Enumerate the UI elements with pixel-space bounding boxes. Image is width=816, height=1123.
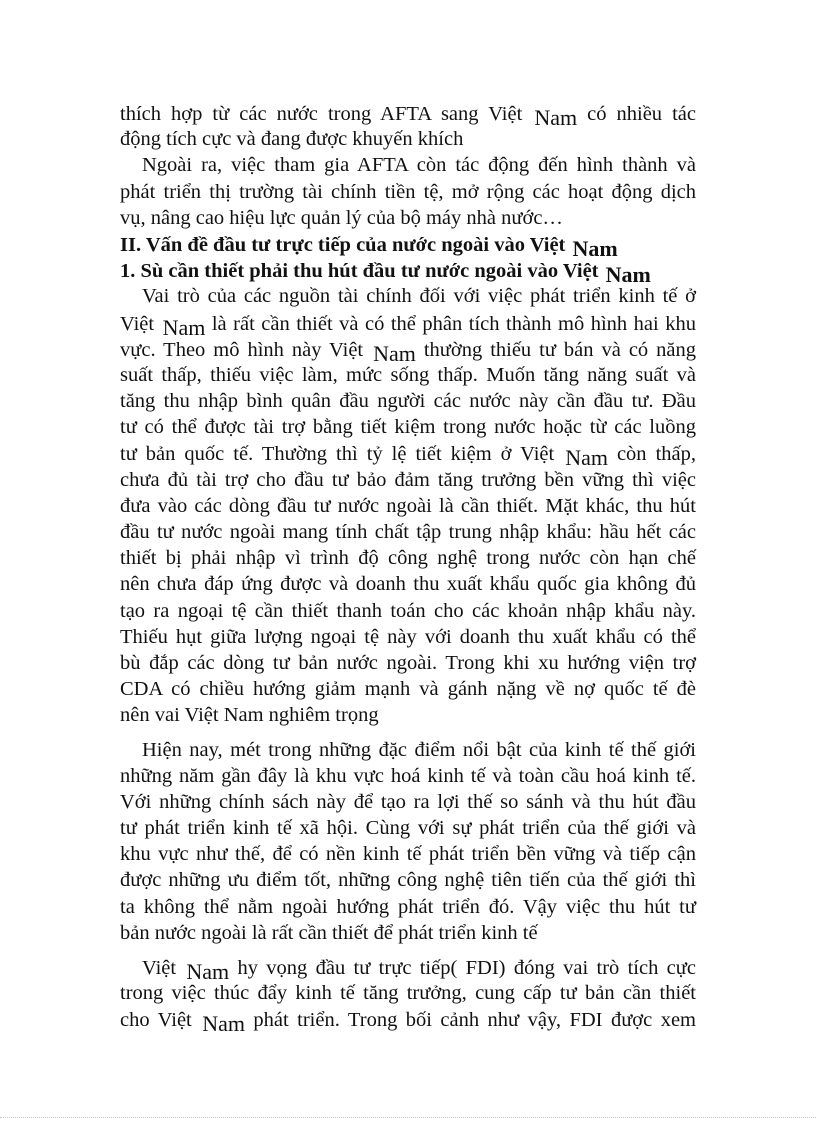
paragraph [120, 100, 696, 152]
subsection-heading: 1. Sù cần thiết phải thu hút đầu tư nước ngoài vào Việt Nam [120, 260, 651, 288]
text-line: tư bản quốc tế. Thường thì tỷ lệ tiết kiệm ở Việt Nam còn thấp, [120, 443, 696, 471]
paragraph [120, 152, 696, 231]
text-line: được những ưu điểm tốt, những công nghệ tiên tiến của thế giới thì [120, 869, 696, 892]
text-line: tư phát triển kinh tế xã hội. Cùng với sự phát triển của thế giới và [120, 817, 696, 840]
page-bottom-divider [0, 1117, 816, 1118]
text-line: khu vực như thế, để có nền kinh tế phát triển bền vững và tiếp cận [120, 843, 696, 866]
text-line: thiết bị phải nhập vì trình độ công nghệ trong nước còn hạn chế [120, 547, 696, 570]
text-line: tăng thu nhập bình quân đầu người các nước này cần đầu tư. Đầu [120, 390, 696, 413]
text-line: chưa đủ tài trợ cho đầu tư bảo đảm tăng trưởng bền vững thì việc [120, 468, 696, 491]
text-line: phát triển thị trường tài chính tiền tệ, mở rộng các hoạt động dịch [120, 180, 696, 203]
text-line: tư có thể được tài trợ bằng tiết kiệm trong nước hoặc từ các luồng [120, 416, 696, 439]
text-line: động tích cực và đang được khuyến khích [120, 128, 464, 151]
text-line: Việt Nam hy vọng đầu tư trực tiếp( FDI) đóng vai trò tích cực [142, 957, 696, 984]
text-line: Việt Nam là rất cần thiết và có thể phân tích thành mô hình hai khu [120, 312, 696, 340]
text-line: trong việc thúc đẩy kinh tế tăng trưởng, cung cấp tư bản cần thiết [120, 982, 696, 1005]
text-line: nên chưa đáp ứng được và doanh thu xuất khẩu quốc gia không đủ [120, 573, 696, 596]
text-line: vực. Theo mô hình này Việt Nam thường thiếu tư bán và có năng [120, 338, 696, 366]
text-line: ta không thể nằm ngoài hướng phát triển đó. Vậy việc thu hút tư [120, 895, 696, 918]
text-line: đầu tư nước ngoài mang tính chất tập trung nhập khẩu: hầu hết các [120, 521, 696, 543]
document-body [120, 100, 696, 1037]
text-line: nên vai Việt Nam nghiêm trọng [120, 704, 379, 727]
text-line: CDA có chiều hướng giảm mạnh và gánh nặng về nợ quốc tế đè [120, 678, 696, 701]
text-line: Vai trò của các nguồn tài chính đối với việc phát triển kinh tế ở [142, 285, 696, 308]
text-line: Với những chính sách này để tạo ra lợi thế so sánh và thu hút đầu [120, 790, 696, 813]
text-line: bù đắp các dòng tư bản nước ngoài. Trong khi xu hướng viện trợ [120, 651, 696, 674]
text-line: thích hợp từ các nước trong AFTA sang Việt Nam có nhiều tác [120, 103, 696, 130]
text-line: Ngoài ra, việc tham gia AFTA còn tác động đến hình thành và [142, 154, 696, 177]
text-line: cho Việt Nam phát triển. Trong bối cảnh như vậy, FDI được xem [120, 1009, 696, 1037]
paragraph [120, 283, 696, 728]
text-line: tạo ra ngoại tệ cần thiết thanh toán cho các khoản nhập khẩu này. [120, 599, 696, 622]
text-line: Hiện nay, mét trong những đặc điểm nổi bật của kinh tế thế giới [142, 738, 696, 761]
text-line: Thiếu hụt giữa lượng ngoại tệ này với doanh thu xuất khẩu có thể [120, 625, 696, 648]
text-line: đưa vào các dòng đầu tư nước ngoài là cần thiết. Mặt khác, thu hút [120, 494, 696, 517]
text-line: những năm gần đây là khu vực hoá kinh tế và toàn cầu hoá kinh tế. [120, 764, 696, 787]
paragraph [120, 954, 696, 1037]
text-line: suất thấp, thiếu việc làm, mức sống thấp. Muốn tăng năng suất và [120, 363, 696, 386]
section-heading: II. Vấn đề đầu tư trực tiếp của nước ngoài vào Việt Nam [120, 233, 618, 261]
text-line: bản nước ngoài là rất cần thiết để phát triển kinh tế [120, 921, 538, 944]
paragraph [120, 737, 696, 947]
text-line: vụ, nâng cao hiệu lực quản lý của bộ máy nhà nước… [120, 206, 563, 229]
